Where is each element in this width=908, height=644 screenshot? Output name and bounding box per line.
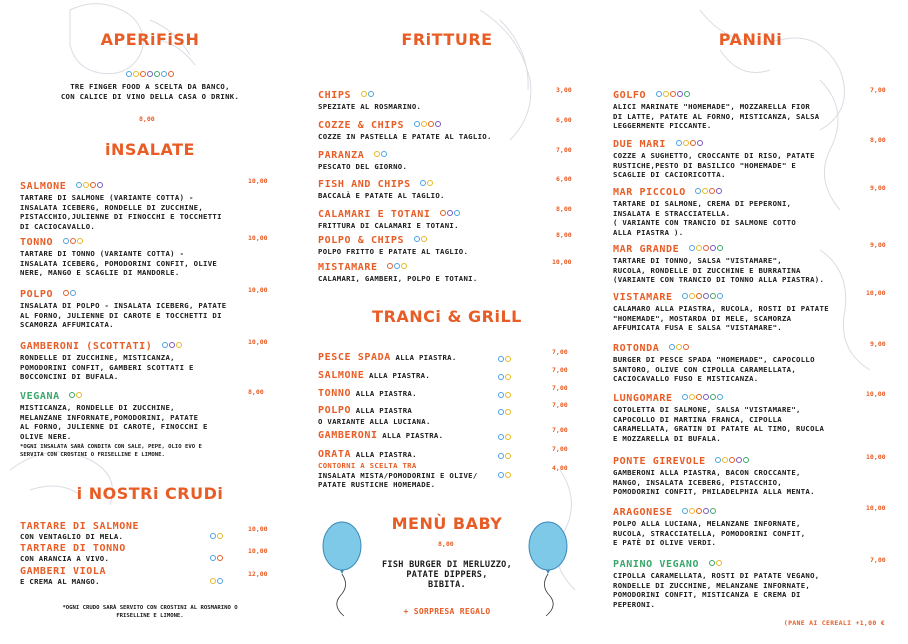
fritture-item-paranza: PARANZA PESCATO DEL GIORNO.: [318, 150, 408, 171]
fritture-price-chips: 3,00: [556, 86, 572, 94]
panino-price-vegano: 7,00: [870, 556, 886, 564]
crudi-heading: i NOSTRi CRUDi: [76, 484, 224, 503]
salad-item-gamberoni: GAMBERONI (SCOTTATI) RONDELLE DI ZUCCHINE, MISTICANZA, POMODORINI CONFIT, GAMBERI SCOTTATI E BOCCONCINI DI BUFALA.: [20, 341, 194, 382]
panino-item-due-mari: DUE MARI COZZE A SUGHETTO, CROCCANTE DI RISO, PATATE RUSTICHE,PESTO DI BASILICO "HOMEMADE" E SCAGLIE DI CACIORICOTTA.: [613, 139, 815, 180]
crudo-allergens-salmone: [210, 525, 224, 544]
crudo-price-tonno: 10,00: [248, 547, 268, 555]
fritture-heading: FRiTTURE: [401, 30, 493, 49]
panino-item-aragonese: ARAGONESE POLPO ALLA LUCIANA, MELANZANE INFORNATE, RUCOLA, STRACCIATELLA, POMODORINI CONFIT, E PATÈ DI OLIVE VERDI.: [613, 507, 806, 548]
baby-extra: + SORPRESA REGALO: [403, 607, 491, 616]
insalate-heading: iNSALATE: [105, 140, 195, 159]
tranci-heading: TRANCi & GRiLL: [372, 307, 522, 326]
panino-item-mar-piccolo: MAR PICCOLO TARTARE DI SALMONE, CREMA DI PEPERONI, INSALATA E STRACCIATELLA. ( VARIANTE CON TRANCIO DI SALMONE COTTO ALLA PIASTRA ).: [613, 187, 797, 237]
crudi-note: *OGNI CRUDO SARÀ SERVITO CON CROSTINI AL ROSMARINO O FRISELLINE E LIMONE.: [62, 605, 238, 619]
panino-price-ponte-girevole: 10,00: [866, 453, 886, 461]
panino-item-vegano: PANINO VEGANO CIPOLLA CARAMELLATA, ROSTI DI PATATE VEGANO, RONDELLE DI ZUCCHINE, MELANZANE INFORNATE, POMODORINI CONFIT, MISTICANZA E CREMA DI PEPERONI.: [613, 559, 820, 609]
panino-price-aragonese: 10,00: [866, 504, 886, 512]
tranci-item-orata: ORATA ALLA PIASTRA.: [318, 449, 417, 460]
fritture-price-paranza: 7,00: [556, 146, 572, 154]
tranci-item-polpo: POLPO ALLA PIASTRA O VARIANTE ALLA LUCIANA.: [318, 405, 431, 426]
tranci-price-gamberoni: 7,00: [552, 426, 568, 434]
fritture-item-mistamare: MISTAMARE CALAMARI, GAMBERI, POLPO E TOTANI.: [318, 262, 478, 283]
panino-price-mar-grande: 9,00: [870, 241, 886, 249]
panino-item-lungomare: LUNGOMARE COTOLETTA DI SALMONE, SALSA "VISTAMARE", CAPOCOLLO DI MARTINA FRANCA, CIPOLLA CARAMELLATA, GRATIN DI PATATE AL TIMO, RUCOLA E MOZZARELLA DI BUFALA.: [613, 393, 825, 443]
tranci-allergens-contorni: [498, 464, 512, 483]
fritture-price-fish-and-chips: 6,00: [556, 175, 572, 183]
tranci-item-salmone: SALMONE ALLA PIASTRA.: [318, 370, 431, 381]
aperifish-heading: APERiFiSH: [100, 30, 200, 49]
fritture-item-cozze: COZZE & CHIPS COZZE IN PASTELLA E PATATE AL TAGLIO.: [318, 120, 492, 141]
aperifish-price: 8,00: [139, 115, 155, 123]
salad-item-polpo: POLPO INSALATA DI POLPO - INSALATA ICEBERG, PATATE AL FORNO, JULIENNE DI CAROTE E TOCCHETTI DI SCAMORZA AFFUMICATA.: [20, 289, 227, 330]
fritture-price-cozze: 6,00: [556, 116, 572, 124]
panino-item-rotonda: ROTONDA BURGER DI PESCE SPADA "HOMEMADE", CAPOCOLLO SANTORO, OLIVE CON CIPOLLA CARAMELLATA, CACIOCAVALLO FUSO E MISTICANZA.: [613, 343, 815, 384]
crudo-allergens-gamberi: [210, 570, 224, 589]
panino-item-mar-grande: MAR GRANDE TARTARE DI TONNO, SALSA "VISTAMARE", RUCOLA, RONDELLE DI ZUCCHINE E BURRATINA (VARIANTE CON TRANCIO DI TONNO ALLA PIASTRA).: [613, 244, 825, 285]
panino-price-mar-piccolo: 9,00: [870, 184, 886, 192]
crudo-allergens-tonno: [210, 547, 224, 566]
tranci-item-gamberoni: GAMBERONI ALLA PIASTRA.: [318, 430, 444, 441]
crudo-item-gamberi: GAMBERI VIOLA E CREMA AL MANGO.: [20, 566, 107, 586]
panino-item-golfo: GOLFO ALICI MARINATE "HOMEMADE", MOZZARELLA FIOR DI LATTE, PATATE AL FORNO, MISTICANZA, SALSA LEGGERMENTE PICCANTE.: [613, 90, 820, 131]
panino-item-vistamare: VISTAMARE CALAMARO ALLA PIASTRA, RUCOLA, ROSTI DI PATATE "HOMEMADE", MOSTARDA DI MELE, SCAMORZA AFFUMICATA FUSA E SALSA "VISTAMARE".: [613, 292, 829, 333]
tranci-price-polpo: 7,00: [552, 401, 568, 409]
tranci-item-pesce-spada: PESCE SPADA ALLA PIASTRA.: [318, 352, 457, 363]
tranci-price-tonno: 7,00: [552, 384, 568, 392]
salad-item-vegana: VEGANA MISTICANZA, RONDELLE DI ZUCCHINE, MELANZANE INFORNATE,POMODORINI, PATATE AL FORNO, JULIENNE DI CAROTE, FINOCCHI E OLIVE NERE.: [20, 391, 208, 441]
salad-item-tonno: TONNO TARTARE DI TONNO (VARIANTE COTTA) - INSALATA ICEBERG, POMODORINI CONFIT, OLIVE NERE, MANGO E SCAGLIE DI MANDORLE.: [20, 237, 218, 278]
panino-item-ponte-girevole: PONTE GIREVOLE GAMBERONI ALLA PIASTRA, BACON CROCCANTE, MANGO, INSALATA ICEBERG, PISTACCHIO, POMODORINI CONFIT, PHILADELPHIA ALLA MENTA.: [613, 456, 815, 497]
panini-footer: (PANE AI CEREALI +1,00 €: [783, 619, 885, 627]
crudo-item-salmone: TARTARE DI SALMONE CON VENTAGLIO DI MELA.: [20, 521, 140, 541]
tranci-item-tonno: TONNO ALLA PIASTRA.: [318, 388, 417, 399]
tranci-price-orata: 7,00: [552, 445, 568, 453]
fritture-item-polpo: POLPO & CHIPS POLPO FRITTO E PATATE AL TAGLIO.: [318, 235, 469, 256]
baby-price: 8,00: [438, 540, 454, 548]
fritture-item-calamari: CALAMARI E TOTANI FRITTURA DI CALAMARI E TOTANI.: [318, 209, 459, 230]
panino-price-vistamare: 10,00: [866, 289, 886, 297]
aperifish-allergens: [20, 63, 280, 82]
fritture-item-chips: CHIPS SPEZIATE AL ROSMARINO.: [318, 90, 422, 111]
allergen-icons: [126, 71, 175, 77]
panino-price-due-mari: 8,00: [870, 136, 886, 144]
salad-price-salmone: 10,00: [248, 177, 268, 185]
panino-price-lungomare: 10,00: [866, 390, 886, 398]
tranci-price-contorni: 4,00: [552, 464, 568, 472]
salad-price-vegana: 8,00: [248, 388, 264, 396]
crudo-price-salmone: 10,00: [248, 525, 268, 533]
salad-price-polpo: 10,00: [248, 286, 268, 294]
aperifish-description: TRE FINGER FOOD A SCELTA DA BANCO, CON CALICE DI VINO DELLA CASA O DRINK.: [60, 82, 240, 101]
fritture-price-mistamare: 10,00: [552, 258, 572, 266]
baby-heading: MENÙ BABY: [391, 514, 503, 533]
tranci-price-pesce-spada: 7,00: [552, 348, 568, 356]
tranci-price-salmone: 7,00: [552, 366, 568, 374]
crudo-item-tonno: TARTARE DI TONNO CON ARANCIA A VIVO.: [20, 543, 126, 563]
fritture-item-fish-and-chips: FISH AND CHIPS BACCALÀ E PATATE AL TAGLIO.: [318, 179, 445, 200]
tranci-allergens-polpo: [498, 401, 512, 420]
salad-item-salmone: SALMONE TARTARE DI SALMONE (VARIANTE COTTA) - INSALATA ICEBERG, RONDELLE DI ZUCCHINE, PISTACCHIO,JULIENNE DI FINOCCHI E TOCCHETTI DI CACIOCAVALLO.: [20, 181, 222, 231]
baby-description: FISH BURGER DI MERLUZZO, PATATE DIPPERS, BIBITA.: [381, 560, 513, 590]
panino-price-golfo: 7,00: [870, 86, 886, 94]
fritture-price-calamari: 8,00: [556, 205, 572, 213]
panini-heading: PANiNi: [718, 30, 783, 49]
salad-price-gamberoni: 10,00: [248, 338, 268, 346]
fritture-price-polpo: 8,00: [556, 231, 572, 239]
crudo-price-gamberi: 12,00: [248, 570, 268, 578]
panino-price-rotonda: 9,00: [870, 340, 886, 348]
tranci-contorni: CONTORNI A SCELTA TRA INSALATA MISTA/POMODORINI E OLIVE/ PATATE RUSTICHE HOMEMADE.: [318, 461, 478, 490]
salad-note: *OGNI INSALATA SARÀ CONDITA CON SALE, PEPE, OLIO EVO E SERVITA CON CROSTINI O FRISELLINE E LIMONE.: [20, 444, 202, 458]
salad-price-tonno: 10,00: [248, 234, 268, 242]
